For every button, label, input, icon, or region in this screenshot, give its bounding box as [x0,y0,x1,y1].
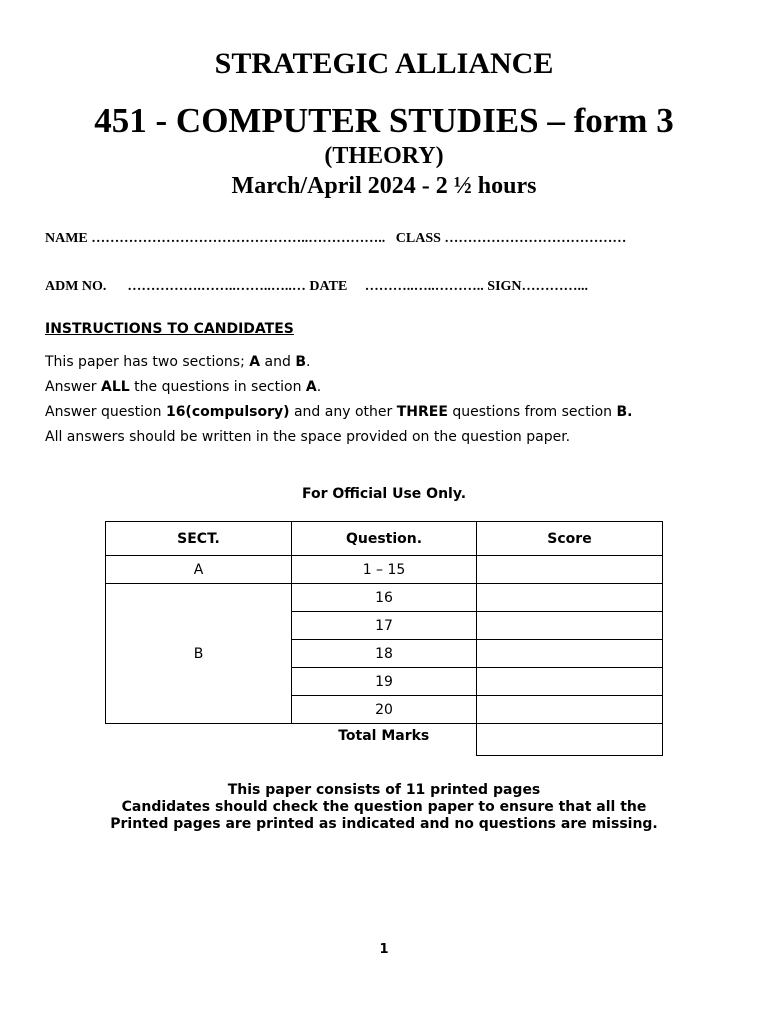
score-cell [477,640,663,668]
instruction-line-1: This paper has two sections; A and B. [45,354,311,370]
organization-title: STRATEGIC ALLIANCE [214,47,554,80]
column-header-question: Question. [292,522,477,556]
section-a-cell: A [106,556,292,584]
paper-type: (THEORY) [324,143,444,169]
paper-title: 451 - COMPUTER STUDIES – form 3 [94,101,674,140]
table-header-row [106,522,663,556]
total-score-cell [477,724,663,756]
adm-date-sign-line: ADM NO. …………….……..……..…..… DATE ………..…..……….. SIGN…………... [45,279,589,294]
score-cell [477,668,663,696]
notice-line-2: Candidates should check the question paper to ensure that all the [121,799,647,815]
column-header-sect: SECT. [106,522,292,556]
page-number: 1 [379,942,389,957]
instructions-heading: INSTRUCTIONS TO CANDIDATES [45,321,294,337]
score-cell [477,612,663,640]
question-cell: 16 [292,584,477,612]
question-cell: 17 [292,612,477,640]
section-b-cell: B [106,584,292,724]
total-row [106,724,663,756]
score-cell [477,696,663,724]
total-marks-label: Total Marks [338,728,430,744]
marks-table [105,521,663,756]
exam-date-duration: March/April 2024 - 2 ½ hours [231,173,537,199]
empty-cell [106,724,292,756]
table-row [106,556,663,584]
question-cell: 20 [292,696,477,724]
notice-line-1: This paper consists of 11 printed pages [227,782,541,798]
official-use-heading: For Official Use Only. [301,486,467,502]
instruction-line-2: Answer ALL the questions in section A. [45,379,322,395]
score-cell [477,584,663,612]
column-header-score: Score [477,522,663,556]
question-cell: 19 [292,668,477,696]
instruction-line-4: All answers should be written in the space provided on the question paper. [45,429,571,445]
score-cell [477,556,663,584]
section-a-questions: 1 – 15 [292,556,477,584]
name-class-line: NAME ………………………………………..…………….. CLASS ………………………………… [45,231,627,246]
notice-line-3: Printed pages are printed as indicated and no questions are missing. [110,816,658,832]
table-row [106,584,663,612]
printed-pages-notice [0,782,768,833]
instruction-line-3: Answer question 16(compulsory) and any other THREE questions from section B. [45,404,633,420]
question-cell: 18 [292,640,477,668]
